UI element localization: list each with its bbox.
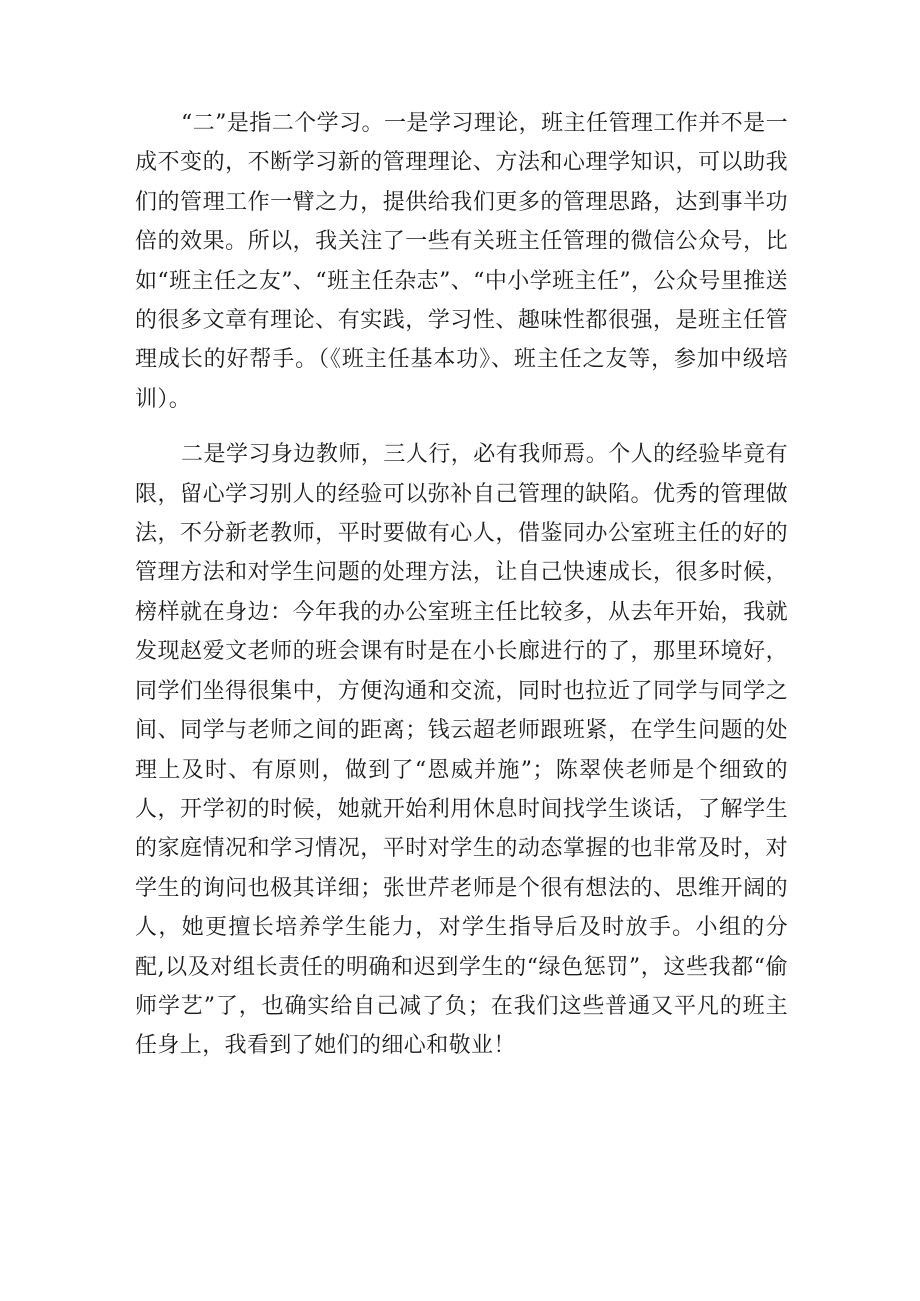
paragraph-learning-theory: “二”是指二个学习。一是学习理论，班主任管理工作并不是一成不变的，不断学习新的管理理论、方法和心理学知识，可以助我们的管理工作一臂之力，提供给我们更多的管理思路，达到事半功倍的效果。所以，我关注了一些有关班主任管理的微信公众号，比如“班主任之友”、“班主任杂志”、“中小学班主任”，公众号里推送的很多文章有理论、有实践，学习性、趣味性都很强，是班主任管理成长的好帮手。（《班主任基本功》、班主任之友等，参加中级培训）。 [135, 111, 788, 412]
paragraph-learning-from-colleagues: 二是学习身边教师，三人行，必有我师焉。个人的经验毕竟有限，留心学习别人的经验可以弥补自己管理的缺陷。优秀的管理做法，不分新老教师，平时要做有心人，借鉴同办公室班主任的好的管理方法和对学生问题的处理方法，让自己快速成长，很多时候，榜样就在身边：今年我的办公室班主任比较多，从去年开始，我就发现赵爱文老师的班会课有时是在小长廊进行的了，那里环境好，同学们坐得很集中，方便沟通和交流，同时也拉近了同学与同学之间、同学与老师之间的距离；钱云超老师跟班紧，在学生问题的处理上及时、有原则，做到了“恩威并施”；陈翠侠老师是个细致的人，开学初的时候，她就开始利用休息时间找学生谈话，了解学生的家庭情况和学习情况，平时对学生的动态掌握的也非常及时，对学生的询问也极其详细；张世芹老师是个很有想法的、思维开阔的人，她更擅长培养学生能力，对学生指导后及时放手。小组的分配,以及对组长责任的明确和迟到学生的“绿色惩罚”，这些我都“偷师学艺”了，也确实给自己减了负；在我们这些普通又平凡的班主任身上，我看到了她们的细心和敬业！ [135, 442, 788, 1059]
